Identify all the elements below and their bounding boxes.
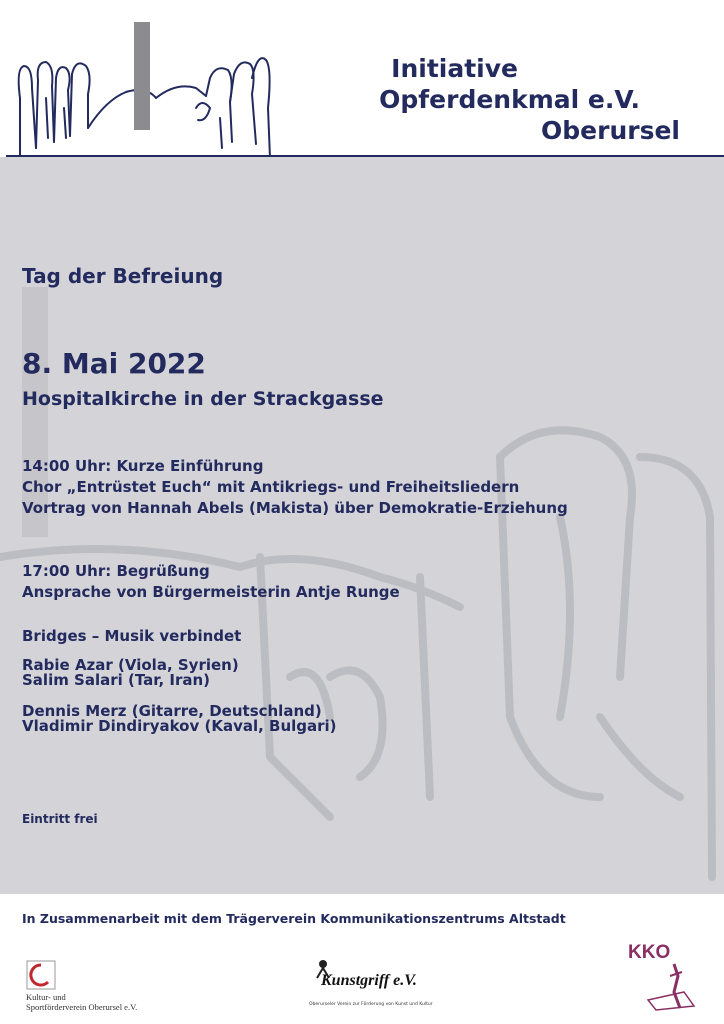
org-title-line2: Opferdenkmal e.V.	[379, 85, 640, 114]
memorial-figures-icon	[6, 18, 286, 160]
music-title: Bridges – Musik verbindet	[22, 627, 242, 645]
program-line: 17:00 Uhr: Begrüßung	[22, 562, 210, 580]
event-location: Hospitalkirche in der Strackgasse	[22, 388, 384, 410]
kunstgriff-logo	[307, 954, 433, 1014]
kko-logo-text: KKO	[628, 942, 671, 963]
musician: Dennis Merz (Gitarre, Deutschland)	[22, 702, 322, 720]
org-title-line1: Initiative	[391, 54, 518, 83]
program-line: 14:00 Uhr: Kurze Einführung	[22, 457, 264, 475]
header	[0, 0, 724, 157]
ksv-logo-text	[26, 992, 137, 1012]
program-line: Chor „Entrüstet Euch“ mit Antikriegs- und Freiheitsliedern	[22, 478, 520, 496]
kunstgriff-subtitle: Oberurseler Verein zur Förderung von Kunst und Kultur	[309, 1002, 433, 1007]
kunstgriff-name: Kunstgriff e.V.	[321, 972, 417, 989]
musician: Vladimir Dindiryakov (Kaval, Bulgari)	[22, 717, 337, 735]
org-title	[379, 53, 680, 146]
event-date: 8. Mai 2022	[22, 347, 206, 380]
musician: Rabie Azar (Viola, Syrien)	[22, 656, 239, 674]
program-line: Ansprache von Bürgermeisterin Antje Runge	[22, 583, 400, 601]
event-subtitle: Tag der Befreiung	[22, 264, 224, 288]
kko-logo	[624, 936, 702, 1014]
content-panel	[0, 157, 724, 894]
org-title-line3: Oberursel	[541, 116, 680, 145]
kko-statue-icon	[644, 962, 698, 1012]
ksv-emblem-icon	[26, 960, 56, 990]
partner-note: In Zusammenarbeit mit dem Trägerverein Kommunikationszentrums Altstadt	[22, 911, 566, 926]
ksv-logo-line2: Sportförderverein Oberursel e.V.	[26, 1002, 138, 1012]
program-line: Vortrag von Hannah Abels (Makista) über Demokratie-Erziehung	[22, 499, 568, 517]
ksv-logo-line1: Kultur- und	[26, 992, 66, 1002]
admission-note: Eintritt frei	[22, 812, 98, 826]
ksv-logo	[22, 954, 138, 1014]
musician: Salim Salari (Tar, Iran)	[22, 671, 211, 689]
